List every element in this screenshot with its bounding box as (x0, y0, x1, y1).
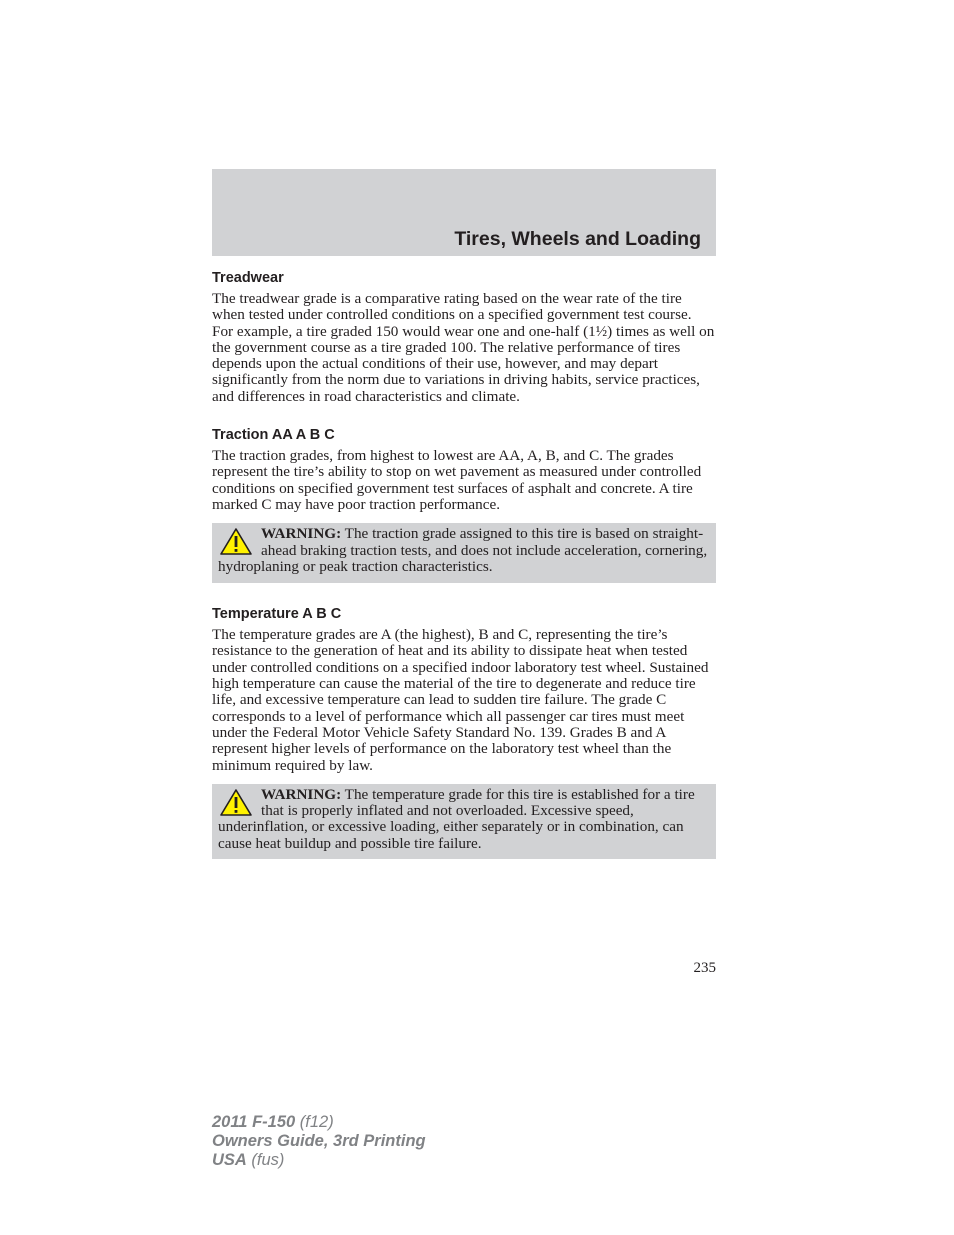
footer-line-region: USA (fus) (212, 1151, 285, 1169)
document-footer (212, 1113, 426, 1170)
warning-triangle-icon (219, 527, 253, 557)
warning-triangle-icon (219, 788, 253, 818)
traction-body: The traction grades, from highest to lowest are AA, A, B, and C. The grades represent the tire’s ability to stop on wet pavement as measured under controlled conditions on specified government test surfaces of asphalt and concrete. A tire marked C may have poor traction performance. (212, 447, 702, 513)
footer-line-model: 2011 F-150 (f12) (212, 1113, 334, 1131)
section-title: Tires, Wheels and Loading (454, 228, 701, 250)
traction-section (212, 424, 716, 583)
treadwear-body: The treadwear grade is a comparative rating based on the wear rate of the tire when tested under controlled conditions on a specified government test course. For example, a tire graded 150 would wear one and one-half (1½) times as well on the government course as a tire graded 100. The relative performance of tires depends upon the actual conditions of their use, however, and may depart significantly from the norm due to variations in driving habits, service practices, and differences in road characteristics and climate. (212, 290, 715, 405)
temperature-warning-box (212, 784, 716, 859)
page-number: 235 (693, 960, 716, 976)
warning-label: WARNING: (261, 525, 342, 543)
treadwear-section (212, 267, 716, 405)
footer-line-guide: Owners Guide, 3rd Printing (212, 1132, 426, 1150)
warning-text: The traction grade assigned to this tire is based on straight-ahead braking traction tests, and does not include acceleration, cornering, hydroplaning or peak traction characteristics. (218, 525, 708, 575)
treadwear-heading: Treadwear (212, 270, 284, 286)
temperature-heading: Temperature A B C (212, 606, 342, 623)
temperature-section (212, 603, 716, 859)
section-header-band (212, 169, 716, 256)
warning-label: WARNING: (261, 785, 342, 803)
temperature-body: The temperature grades are A (the highest), B and C, representing the tire’s resistance to the generation of heat and its ability to dissipate heat when tested under controlled conditions on a specified indoor laboratory test wheel. Sustained high temperature can cause the material of the tire to degenerate and reduce tire life, and excessive temperature can lead to sudden tire failure. The grade C corresponds to a level of performance which all passenger car tires must meet under the Federal Motor Vehicle Safety Standard No. 139. Grades B and A represent higher levels of performance on the laboratory test wheel than the minimum required by law. (212, 626, 709, 774)
warning-text: The temperature grade for this tire is established for a tire that is properly inflated and not overloaded. Excessive speed, underinflation, or excessive loading, either separately or in combination, can cause heat buildup and possible tire failure. (218, 785, 695, 852)
traction-heading: Traction AA A B C (212, 427, 335, 444)
page-content (212, 266, 716, 859)
traction-warning-box (212, 523, 716, 583)
